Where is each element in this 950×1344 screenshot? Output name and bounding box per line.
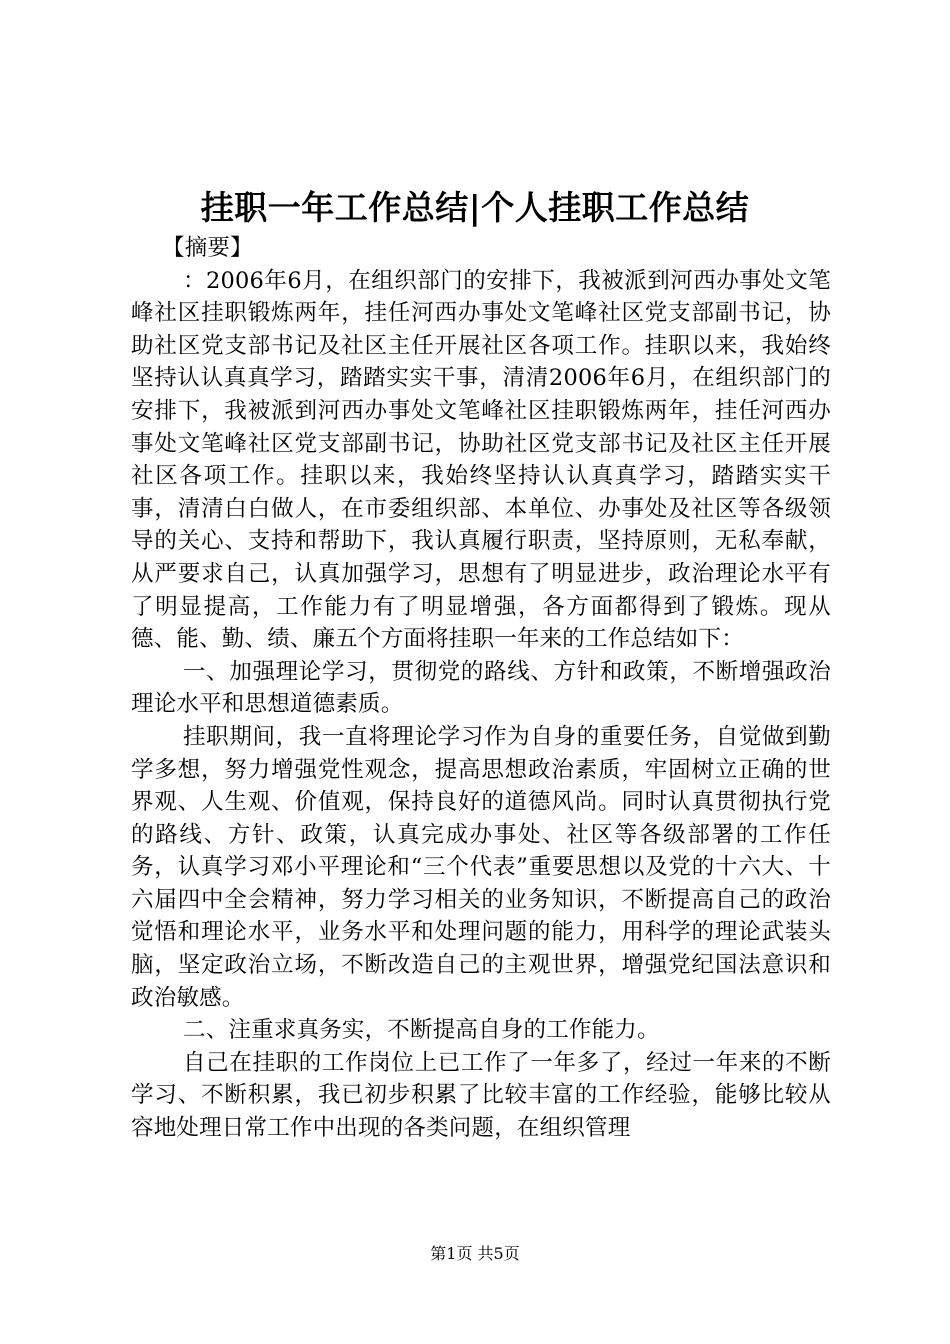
page-footer: 第1页 共5页 [430, 1244, 520, 1263]
paragraph-theory-study: 挂职期间，我一直将理论学习作为自身的重要任务，自觉做到勤学多想，努力增强党性观念，提高思想政治素质，牢固树立正确的世界观、人生观、价值观，保持良好的道德风尚。同时认真贯彻执行党的路线、方针、政策，认真完成办事处、社区等各级部署的工作任务，认真学习邓小平理论和“三个代表”重要思想以及党的十六大、十六届四中全会精神，努力学习相关的业务知识，不断提高自己的政治觉悟和理论水平，业务水平和处理问题的能力，用科学的理论武装头脑，坚定政治立场，不断改造自己的主观世界，增强党纪国法意识和政治敏感。 [131, 723, 831, 1011]
document-body [131, 232, 831, 1145]
abstract-label: 【摘要】 [162, 235, 253, 261]
paragraph-work-ability: 自己在挂职的工作岗位上已工作了一年多了，经过一年来的不断学习、不断积累，我已初步积累了比较丰富的工作经验，能够比较从容地处理日常工作中出现的各类问题，在组织管理 [131, 1049, 831, 1142]
section-heading-1: 一、加强理论学习，贯彻党的路线、方针和政策，不断增强政治理论水平和思想道德素质。 [131, 658, 831, 718]
paragraph-intro: ：2006年6月，在组织部门的安排下，我被派到河西办事处文笔峰社区挂职锻炼两年，挂任河西办事处文笔峰社区党支部副书记，协助社区党支部书记及社区主任开展社区各项工作。挂职以来，我始终坚持认认真真学习，踏踏实实干事，清清2006年6月，在组织部门的安排下，我被派到河西办事处文笔峰社区挂职锻炼两年，挂任河西办事处文笔峰社区党支部副书记，协助社区党支部书记及社区主任开展社区各项工作。挂职以来，我始终坚持认认真真学习，踏踏实实干事，清清白白做人，在市委组织部、本单位、办事处及社区等各级领导的关心、支持和帮助下，我认真履行职责，坚持原则，无私奉献，从严要求自己，认真加强学习，思想有了明显进步，政治理论水平有了明显提高，工作能力有了明显增强，各方面都得到了锻炼。现从德、能、勤、绩、廉五个方面将挂职一年来的工作总结如下： [131, 267, 831, 653]
document-title: 挂职一年工作总结|个人挂职工作总结 [200, 188, 750, 227]
section-heading-2: 二、注重求真务实，不断提高自身的工作能力。 [183, 1017, 660, 1044]
